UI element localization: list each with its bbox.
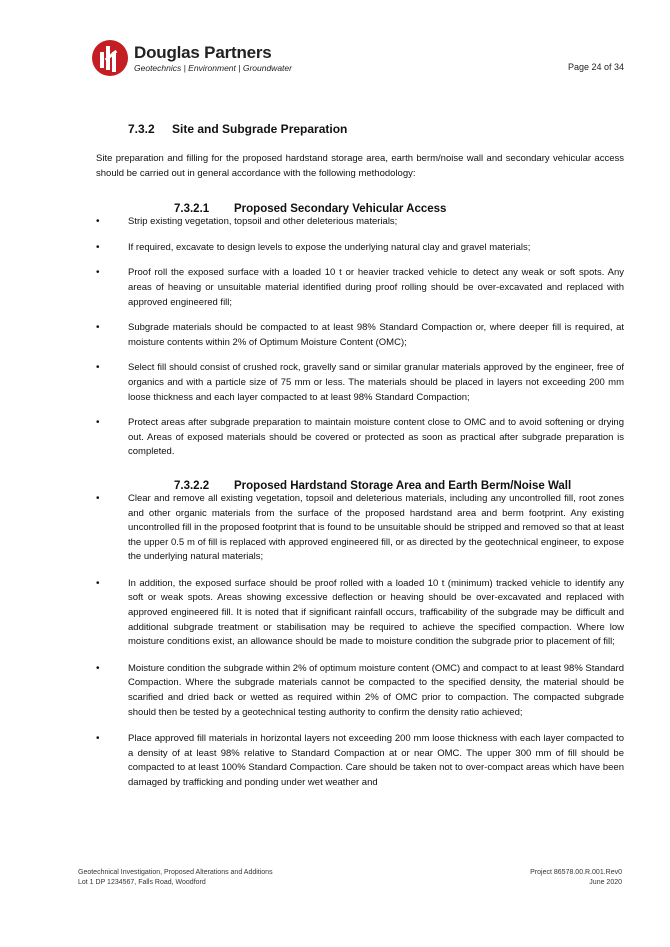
list-item	[96, 361, 624, 405]
footer-report-title: Geotechnical Investigation, Proposed Alterations and Additions	[78, 869, 273, 876]
bullet-list	[96, 492, 624, 791]
bullet-text: • Subgrade materials should be compacted to at least 98% Standard Compaction or, where deeper fill is required, at moisture contents within 2% of Optimum Moisture Content (OMC);	[128, 322, 624, 348]
company-logo	[92, 40, 292, 76]
company-tagline: Geotechnics | Environment | Groundwater	[134, 62, 292, 73]
douglas-partners-logo-icon	[92, 40, 128, 76]
bullet-text: • Clear and remove all existing vegetation, topsoil and deleterious materials, including any uncontrolled fill, root zones and other organic materials from the surface of the proposed hardstand area and berm footprint. Any existing uncontrolled fill in the proposed footprint that is found to be unsuitable should be stripped and removed so that at least the upper 0.5 m of fill is replaced with approved engineered fill, or as directed by the geotechnical engineer, to expose the underlying natural materials;	[128, 492, 624, 563]
list-item	[96, 732, 624, 790]
bullet-text: • Moisture condition the subgrade within 2% of optimum moisture content (OMC) and compact to at least 98% Standard Compaction. Where the subgrade materials cannot be compacted to the specified density, the material should be scarified and dried back or wetted as required within 2% of OMC prior to compaction. The compacted subgrade should then be tested by a geotechnical testing authority to confirm the density ratio achieved;	[128, 662, 624, 718]
list-item	[96, 321, 624, 350]
page-number: Page 24 of 34	[567, 62, 624, 72]
bullet-list	[96, 215, 624, 460]
bullet-text: • Place approved fill materials in horizontal layers not exceeding 200 mm loose thickness with each layer compacted to a density of at least 98% relative to Standard Compaction at or near OMC. The upper 300 mm of fill should be compacted to at least 100% Standard Compaction. Care should be taken not to over-compact areas which have been damaged by trafficking and ponding under wet weather and	[128, 733, 624, 788]
list-item	[96, 577, 624, 650]
subsection-number: 7.3.2.2	[174, 479, 210, 492]
list-item	[96, 266, 624, 310]
subsection-heading	[174, 480, 624, 492]
company-name: Douglas Partners	[134, 42, 272, 62]
bullet-text: • If required, excavate to design levels to expose the underlying natural clay and gravel materials;	[128, 241, 531, 253]
section-heading	[128, 122, 624, 136]
section-intro: Site preparation and filling for the proposed hardstand storage area, earth berm/noise wall and secondary vehicular access should be carried out in general accordance with the following methodology:	[96, 153, 624, 179]
bullet-text: • Protect areas after subgrade preparation to maintain moisture content close to OMC and to avoid softening or drying out. Areas of exposed materials should be covered or protected as soon as practical after subgrade preparation is completed.	[128, 417, 624, 458]
page-footer	[78, 868, 622, 888]
bullet-text: • Strip existing vegetation, topsoil and other deleterious materials;	[128, 216, 398, 228]
list-item	[96, 662, 624, 720]
subsection-title: Proposed Secondary Vehicular Access	[234, 203, 447, 216]
bullet-text: • Proof roll the exposed surface with a loaded 10 t or heavier tracked vehicle to detect any weak or soft spots. Any areas of heaving or unsuitable material identified during proof rolling should be over-excavated and replaced with approved engineered fill;	[128, 267, 624, 308]
section-number: 7.3.2	[128, 122, 155, 136]
footer-project-number: Project 86578.00.R.001.Rev0	[530, 869, 622, 876]
subsection-heading	[174, 203, 624, 215]
subsection-number: 7.3.2.1	[174, 203, 210, 216]
list-item	[96, 241, 624, 256]
section-title: Site and Subgrade Preparation	[172, 122, 348, 136]
list-item	[96, 416, 624, 460]
footer-date: June 2020	[589, 879, 622, 886]
document-body	[96, 122, 624, 803]
footer-site-address: Lot 1 DP 1234567, Falls Road, Woodford	[78, 879, 206, 886]
list-item	[96, 215, 624, 230]
bullet-text: • In addition, the exposed surface should be proof rolled with a loaded 10 t (minimum) tracked vehicle to identify any soft or weak spots. Areas showing excessive deflection or heaving should be over-excavated and replaced with approved engineered fill. It is noted that if significant rainfall occurs, trafficability of the subgrade may be difficult and additional subgrade treatment or stabilisation may be required to achieve the specified compaction. Where low moisture conditions exist, an allowance should be made to moisture condition the subgrade prior to placement of fill;	[128, 577, 624, 648]
subsection-title: Proposed Hardstand Storage Area and Earth Berm/Noise Wall	[234, 479, 572, 492]
bullet-text: • Select fill should consist of crushed rock, gravelly sand or similar granular materials approved by the engineer, free of organics and with a particle size of 75 mm or less. The materials should be placed in layers not exceeding 200 mm loose thickness and each layer compacted to at least 98% Standard Compaction;	[128, 362, 624, 403]
list-item	[96, 492, 624, 565]
